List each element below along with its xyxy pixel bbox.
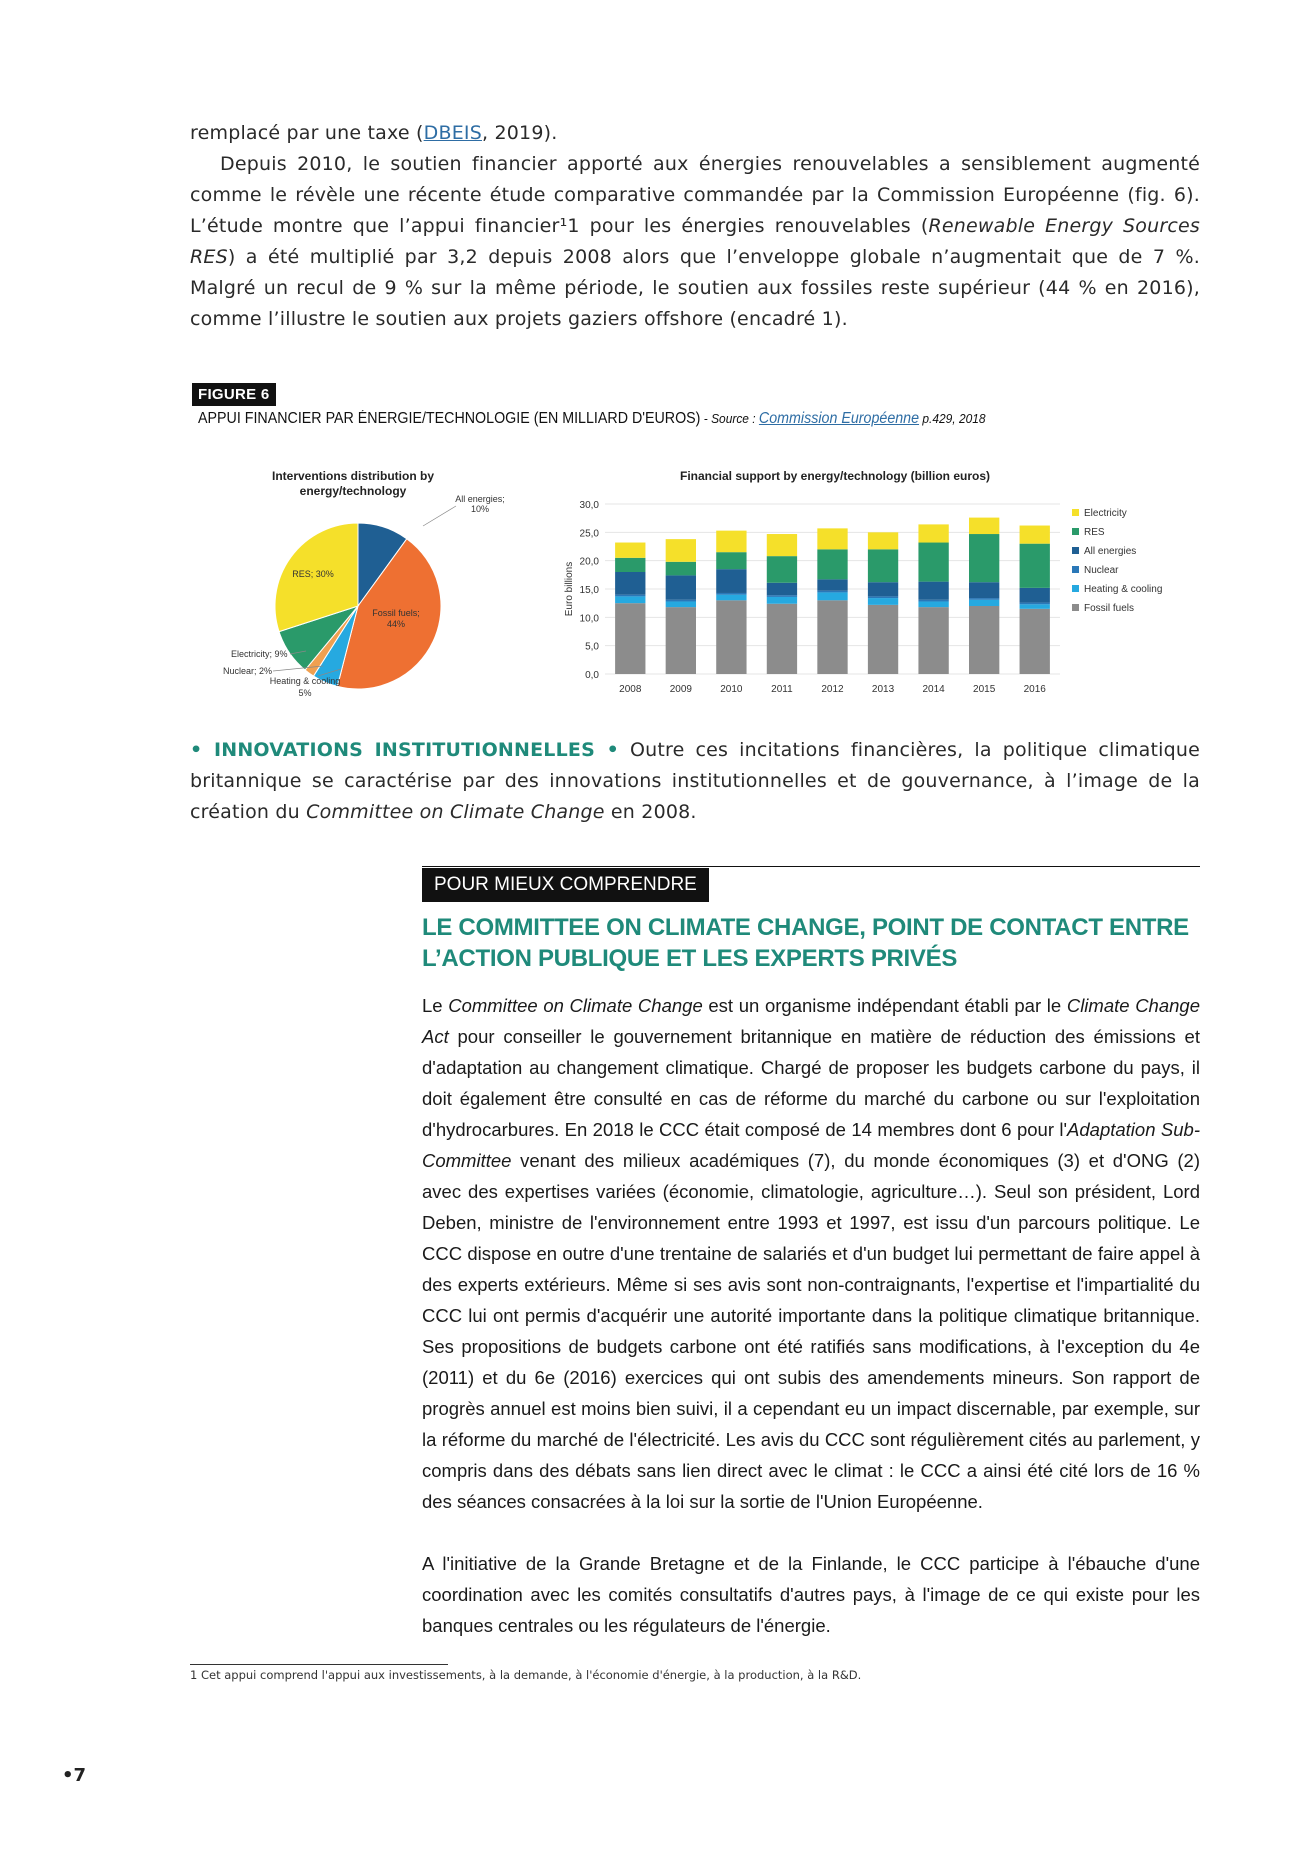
legend-swatch-fossil-fuels <box>1072 604 1079 611</box>
pie-leader-all-energies <box>423 506 456 526</box>
bar-segment-fossil-fuels-2010 <box>716 600 746 674</box>
pie-label-res: RES; 30% <box>292 569 334 579</box>
bar-segment-nuclear-2015 <box>969 598 999 600</box>
intro-p2-italic: Renewable Energy Sources RES <box>190 215 1201 268</box>
bar-segment-fossil-fuels-2012 <box>817 600 847 674</box>
bar-segment-heating-cooling-2013 <box>868 598 898 605</box>
innovations-paragraph <box>190 735 1200 828</box>
bar-ytick-label: 30,0 <box>579 500 599 511</box>
legend-label-all-energies: All energies <box>1084 546 1137 557</box>
bar-segment-fossil-fuels-2008 <box>615 603 645 674</box>
intro-p2-after: ) a été multiplié par 3,2 depuis 2008 alors que l’enveloppe globale n’augmentait que de 7 %. Malgré un recul de 9 % sur la même période, le soutien aux fossiles reste supérieur (44 % en 2016), comme l’illustre le soutien aux projets gaziers offshore (encadré 1). <box>190 246 1200 330</box>
bar-segment-fossil-fuels-2014 <box>918 607 948 674</box>
bar-segment-all-energies-2014 <box>918 582 948 600</box>
bar-segment-nuclear-2010 <box>716 593 746 595</box>
box-p1-c: pour conseiller le gouvernement britannique en matière de réduction des émissions et d'adaptation au changement climatique. Chargé de proposer les budgets carbone du pays, il doit également être consulté en cas de réforme du marché du carbone ou sur l'exploitation d'hydrocarbures. En 2018 le CCC était composé de 14 membres dont 6 pour l' <box>422 1026 1200 1140</box>
figure-badge: FIGURE 6 <box>192 383 276 406</box>
figure-source-prefix: - Source : <box>700 411 759 426</box>
bar-xtick-label: 2016 <box>1023 684 1046 695</box>
bar-segment-fossil-fuels-2009 <box>666 607 696 674</box>
bar-segment-heating-cooling-2008 <box>615 596 645 603</box>
bar-segment-nuclear-2009 <box>666 600 696 602</box>
bar-segment-res-2013 <box>868 549 898 582</box>
pie-label-electricity: Electricity; 9% <box>231 649 288 659</box>
intro-p1-text: remplacé par une taxe ( <box>190 122 424 144</box>
innovations-after: en 2008. <box>604 801 697 823</box>
legend-label-nuclear: Nuclear <box>1084 565 1119 576</box>
legend-label-heating-cooling: Heating & cooling <box>1084 584 1163 595</box>
innovations-text: Outre ces incitations financières, la politique climatique britannique se caractérise par des innovations institutionnelles et de gouvernance, à l’image de la création du <box>190 739 1200 823</box>
footnote-rule <box>190 1664 448 1665</box>
pie-label-all-energies-1: All energies; <box>455 494 505 504</box>
intro-text <box>190 118 1200 335</box>
bar-segment-fossil-fuels-2016 <box>1020 609 1050 674</box>
intro-p1-after: , 2019). <box>481 122 558 144</box>
box-p1-d: venant des milieux académiques (7), du monde économiques (3) et d'ONG (2) avec des expertises variées (économie, climatologie, agriculture…). Seul son président, Lord Deben, ministre de l'environnement entre 1993 et 1997, est issu d'un parcours politique. Le CCC dispose en outre d'une trentaine de salariés et d'un budget lui permettant de faire appel à des experts extérieurs. Même si ses avis sont non-contraignants, l'expertise et l'impartialité du CCC lui ont permis d'acquérir une autorité importante dans la politique climatique britannique. Ses propositions de budgets carbone ont été ratifiés sans modifications, à l'exception du 4e (2011) et du 6e (2016) exercices qui ont subis des amendements mineurs. Son rapport de progrès annuel est moins bien suivi, il a cependant eu un impact discernable, par exemple, sur la réforme du marché de l'électricité. Les avis du CCC sont régulièrement cités au parlement, y compris dans des débats sans lien direct avec le climat : le CCC a ainsi été cité lors de 16 % des séances consacrées à la loi sur la sortie de l'Union Européenne. <box>422 1150 1200 1512</box>
box-p1-a: Le <box>422 995 449 1016</box>
legend-swatch-res <box>1072 528 1079 535</box>
bar-xtick-label: 2013 <box>871 684 895 695</box>
pie-label-fossil-2: 44% <box>386 619 406 629</box>
box-top-rule <box>422 866 1200 867</box>
bar-xtick-label: 2012 <box>821 684 844 695</box>
bar-segment-nuclear-2014 <box>918 600 948 602</box>
pie-label-heating-2: 5% <box>298 688 312 698</box>
bar-segment-heating-cooling-2009 <box>666 601 696 607</box>
dbeis-link[interactable]: DBEIS <box>423 122 482 144</box>
figure-source-suffix: p.429, 2018 <box>919 411 986 426</box>
box-p1-italic-3: Adaptation Sub-Committee <box>422 1119 1200 1171</box>
bar-segment-electricity-2016 <box>1020 526 1050 544</box>
bar-ylabel: Euro billions <box>564 561 575 617</box>
box-paragraph-1 <box>422 990 1200 1517</box>
page-number: •7 <box>62 1765 87 1786</box>
bar-segment-heating-cooling-2016 <box>1020 604 1050 609</box>
bar-segment-electricity-2010 <box>716 531 746 553</box>
bar-xtick-label: 2015 <box>973 684 996 695</box>
bar-ytick-label: 10,0 <box>579 613 599 625</box>
box-p1-b: est un organisme indépendant établi par le <box>702 995 1067 1016</box>
bar-segment-heating-cooling-2015 <box>969 600 999 606</box>
intro-paragraph-2 <box>190 149 1200 335</box>
box-p1-italic-1: Committee on Climate Change <box>448 995 703 1016</box>
bar-segment-fossil-fuels-2013 <box>868 605 898 674</box>
bar-segment-all-energies-2013 <box>868 582 898 596</box>
bar-segment-all-energies-2015 <box>969 582 999 598</box>
legend-swatch-electricity <box>1072 509 1079 516</box>
bar-ytick-label: 5,0 <box>585 641 599 653</box>
bar-segment-fossil-fuels-2011 <box>767 604 797 674</box>
bar-segment-electricity-2013 <box>868 532 898 549</box>
bar-chart-svg <box>560 464 1200 709</box>
bar-segment-res-2016 <box>1020 544 1050 588</box>
intro-p2-text: Depuis 2010, le soutien financier apporté aux énergies renouvelables a sensiblement augmenté comme le révèle une récente étude comparative commandée par la Commission Européenne (fig. 6). L’étude montre que l’appui financier¹1 pour les énergies renouvelables ( <box>190 153 1200 237</box>
bar-segment-electricity-2011 <box>767 534 797 556</box>
bar-segment-all-energies-2012 <box>817 579 847 590</box>
pie-chart-svg <box>218 464 538 709</box>
pie-chart <box>218 464 538 709</box>
bar-segment-electricity-2014 <box>918 524 948 542</box>
pie-label-fossil-1: Fossil fuels; <box>372 608 420 618</box>
bar-xtick-label: 2010 <box>720 684 743 695</box>
bar-segment-electricity-2015 <box>969 518 999 534</box>
bar-xtick-label: 2009 <box>669 684 692 695</box>
pie-title-line1: Interventions distribution by <box>271 469 435 483</box>
pie-label-heating-1: Heating & cooling <box>269 676 341 686</box>
bar-segment-nuclear-2008 <box>615 595 645 597</box>
bar-segment-heating-cooling-2012 <box>817 592 847 600</box>
bar-segment-electricity-2012 <box>817 528 847 549</box>
bar-segment-all-energies-2010 <box>716 569 746 593</box>
bar-segment-nuclear-2011 <box>767 595 797 597</box>
innovations-italic: Committee on Climate Change <box>306 801 605 823</box>
legend-label-res: RES <box>1084 527 1105 538</box>
bar-segment-res-2008 <box>615 558 645 572</box>
legend-swatch-heating-cooling <box>1072 585 1079 592</box>
bar-segment-res-2009 <box>666 562 696 576</box>
bar-segment-all-energies-2016 <box>1020 588 1050 603</box>
bar-segment-nuclear-2013 <box>868 596 898 598</box>
bar-segment-electricity-2008 <box>615 543 645 558</box>
bar-xtick-label: 2014 <box>922 684 945 695</box>
box-badge: POUR MIEUX COMPRENDRE <box>422 868 709 902</box>
bar-chart <box>560 464 1200 709</box>
bar-segment-all-energies-2009 <box>666 575 696 599</box>
bar-ytick-label: 0,0 <box>585 670 599 681</box>
box-title: LE COMMITTEE ON CLIMATE CHANGE, POINT DE CONTACT ENTRE L’ACTION PUBLIQUE ET LES EXPERTS PRIVÉS <box>422 914 1189 972</box>
figure-caption <box>198 410 986 428</box>
bar-segment-electricity-2009 <box>666 539 696 562</box>
bar-segment-nuclear-2012 <box>817 591 847 593</box>
footnote: 1 Cet appui comprend l'appui aux investissements, à la demande, à l'économie d'énergie, à la production, à la R&D. <box>190 1668 862 1682</box>
bar-segment-heating-cooling-2010 <box>716 595 746 601</box>
bar-segment-fossil-fuels-2015 <box>969 606 999 674</box>
bar-segment-res-2015 <box>969 534 999 582</box>
bar-ytick-label: 25,0 <box>579 528 599 540</box>
bar-xtick-label: 2008 <box>619 684 642 695</box>
bar-segment-all-energies-2008 <box>615 572 645 595</box>
bar-segment-res-2014 <box>918 543 948 582</box>
pie-title-line2: energy/technology <box>299 484 407 498</box>
bar-segment-all-energies-2011 <box>767 583 797 595</box>
bar-segment-res-2012 <box>817 549 847 579</box>
box-paragraph-2: A l'initiative de la Grande Bretagne et de la Finlande, le CCC participe à l'ébauche d'une coordination avec les comités consultatifs d'autres pays, à l'image de ce qui existe pour les banques centrales ou les régulateurs de l'énergie. <box>422 1553 1200 1636</box>
pie-label-all-energies-2: 10% <box>470 504 490 514</box>
legend-label-fossil-fuels: Fossil fuels <box>1084 603 1135 614</box>
bar-ytick-label: 20,0 <box>579 556 599 568</box>
bar-segment-res-2011 <box>767 556 797 583</box>
legend-swatch-all-energies <box>1072 547 1079 554</box>
bar-segment-res-2010 <box>716 552 746 569</box>
bar-segment-nuclear-2016 <box>1020 603 1050 605</box>
box-p1-italic-2: Climate Change Act <box>422 995 1200 1047</box>
intro-paragraph-1 <box>190 118 1200 149</box>
source-link[interactable]: Commission Européenne <box>758 410 920 427</box>
bar-title: Financial support by energy/technology (billion euros) <box>679 469 991 483</box>
bar-segment-heating-cooling-2011 <box>767 597 797 604</box>
figure-caption-text: APPUI FINANCIER PAR ÉNERGIE/TECHNOLOGIE (EN MILLIARD D'EUROS) <box>198 410 701 427</box>
pie-label-nuclear: Nuclear; 2% <box>223 666 273 676</box>
innovations-heading: • INNOVATIONS INSTITUTIONNELLES • <box>190 739 619 761</box>
box-body <box>422 990 1200 1641</box>
bar-xtick-label: 2011 <box>771 684 793 695</box>
bar-ytick-label: 15,0 <box>579 585 599 596</box>
bar-segment-heating-cooling-2014 <box>918 601 948 607</box>
legend-label-electricity: Electricity <box>1084 508 1127 519</box>
legend-swatch-nuclear <box>1072 566 1079 573</box>
